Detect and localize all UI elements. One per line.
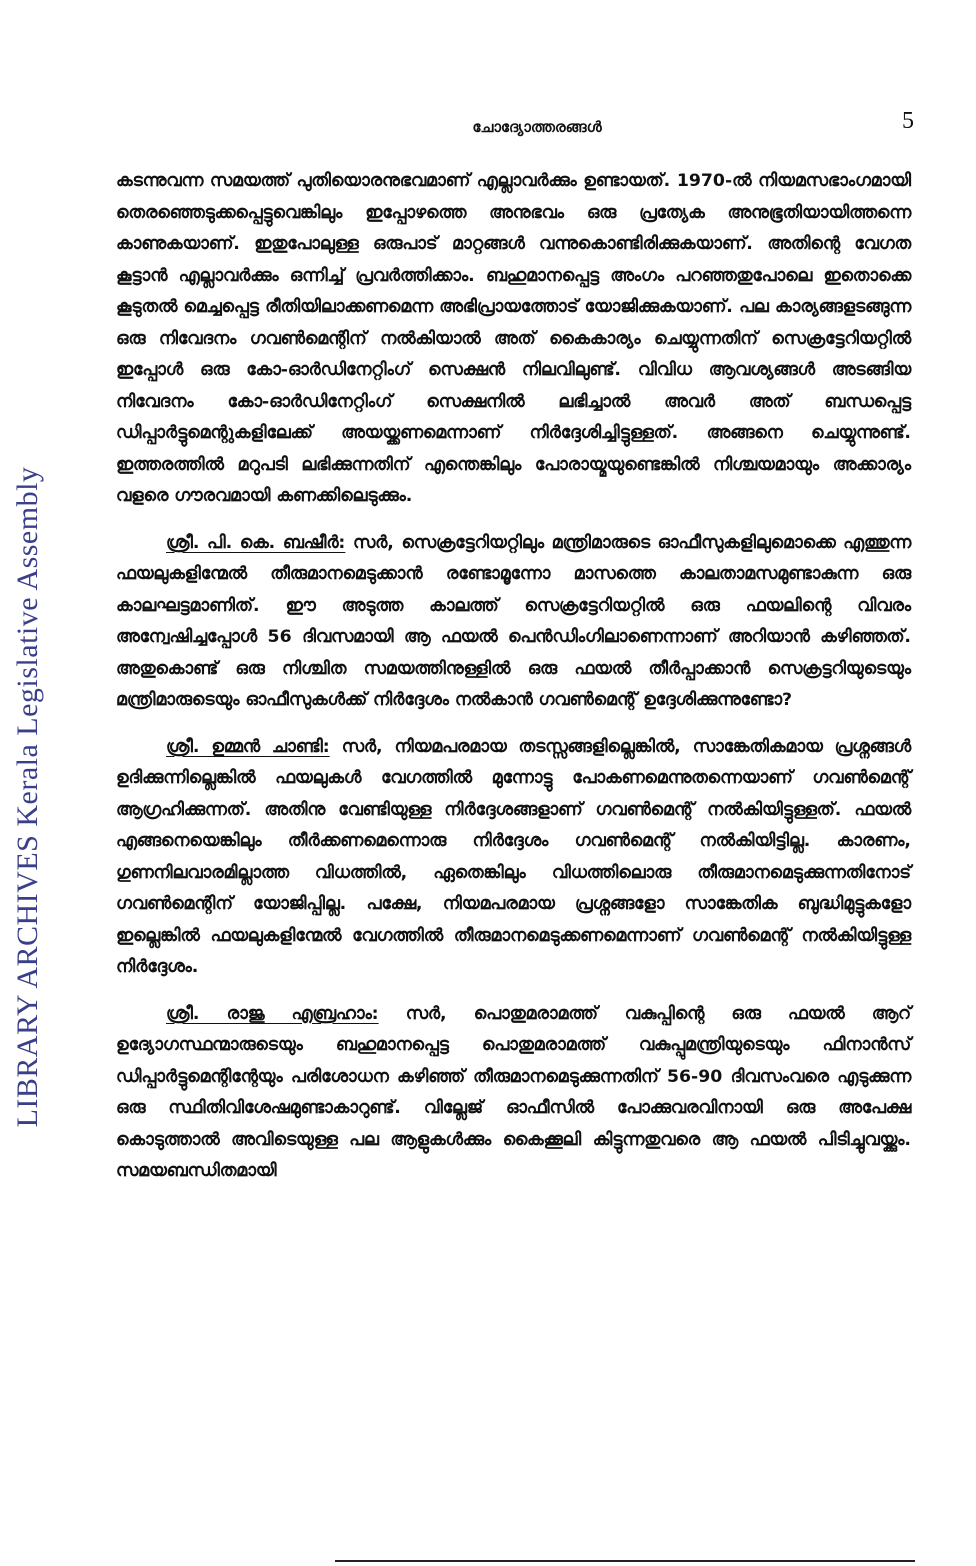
page-header: [160, 108, 914, 144]
speaker-name: ശ്രീ. പി. കെ. ബഷീർ:: [166, 532, 346, 553]
paragraph-text: സർ, സെക്രട്ടേറിയറ്റിലും മന്ത്രിമാരുടെ ഓഫീസുകളിലുമൊക്കെ എത്തുന്ന ഫയലുകളിന്മേൽ തീരുമാനമെടുക്കാൻ രണ്ടോമൂന്നോ മാസത്തെ കാലതാമസമുണ്ടാകുന്ന ഒരു കാലഘട്ടമാണിത്. ഈ അടുത്ത കാലത്ത് സെക്രട്ടേറിയറ്റിൽ ഒരു ഫയലിന്റെ വിവരം അന്വേഷിച്ചപ്പോൾ 56 ദിവസമായി ആ ഫയൽ പെൻഡിംഗിലാണെന്നാണ് അറിയാൻ കഴിഞ്ഞത്. അതുകൊണ്ട് ഒരു നിശ്ചിത സമയത്തിനുള്ളിൽ ഒരു ഫയൽ തീർപ്പാക്കാൻ സെക്രട്ടറിയുടെയും മന്ത്രിമാരുടെയും ഓഫീസുകൾക്ക് നിർദ്ദേശം നൽകാൻ ഗവൺമെന്റ് ഉദ്ദേശിക്കുന്നുണ്ടോ?: [116, 532, 911, 710]
archive-watermark: LIBRARY ARCHIVES Kerala Legislative Assembly: [11, 466, 44, 1128]
running-title: ചോദ്യോത്തരങ്ങൾ: [472, 118, 602, 136]
paragraph-4: [116, 999, 911, 1188]
paragraph-3: [116, 732, 911, 984]
paragraph-2: [116, 528, 911, 717]
page-body: [116, 166, 911, 1203]
speaker-name: ശ്രീ. രാജു എബ്രഹാം:: [166, 1003, 379, 1024]
paragraph-text: സർ, പൊതുമരാമത്ത് വകുപ്പിന്റെ ഒരു ഫയൽ ആറ് ഉദ്യോഗസ്ഥന്മാരുടെയും ബഹുമാനപ്പെട്ട പൊതുമരാമത്ത് വകുപ്പുമന്ത്രിയുടെയും ഫിനാൻസ് ഡിപ്പാർട്ടുമെന്റിന്റേയും പരിശോധന കഴിഞ്ഞ് തീരുമാനമെടുക്കുന്നതിന് 56-90 ദിവസംവരെ എടുക്കുന്ന ഒരു സ്ഥിതിവിശേഷമുണ്ടാകാറുണ്ട്. വില്ലേജ് ഓഫീസിൽ പോക്കുവരവിനായി ഒരു അപേക്ഷ കൊടുത്താൽ അവിടെയുള്ള പല ആളുകൾക്കും കൈക്കൂലി കിട്ടുന്നതുവരെ ആ ഫയൽ പിടിച്ചുവയ്ക്കും. സമയബന്ധിതമായി: [116, 1003, 911, 1181]
paragraph-text: കടന്നുവന്ന സമയത്ത് പുതിയൊരനുഭവമാണ് എല്ലാവർക്കും ഉണ്ടായത്. 1970-ൽ നിയമസഭാംഗമായി തെരഞ്ഞെടുക്കപ്പെട്ടുവെങ്കിലും ഇപ്പോഴത്തെ അനുഭവം ഒരു പ്രത്യേക അനുഭൂതിയായിത്തന്നെ കാണുകയാണ്. ഇതുപോലുള്ള ഒരുപാട് മാറ്റങ്ങൾ വന്നുകൊണ്ടിരിക്കുകയാണ്. അതിന്റെ വേഗത കൂട്ടാൻ എല്ലാവർക്കും ഒന്നിച്ച് പ്രവർത്തിക്കാം. ബഹുമാനപ്പെട്ട അംഗം പറഞ്ഞതുപോലെ ഇതൊക്കെ കൂടുതൽ മെച്ചപ്പെട്ട രീതിയിലാക്കണമെന്ന അഭിപ്രായത്തോട് യോജിക്കുകയാണ്. പല കാര്യങ്ങളടങ്ങുന്ന ഒരു നിവേദനം ഗവൺമെന്റിന് നൽകിയാൽ അത് കൈകാര്യം ചെയ്യുന്നതിന് സെക്രട്ടേറിയറ്റിൽ ഇപ്പോൾ ഒരു കോ-ഓർഡിനേറ്റിംഗ് സെക്ഷൻ നിലവിലുണ്ട്. വിവിധ ആവശ്യങ്ങൾ അടങ്ങിയ നിവേദനം കോ-ഓർഡിനേറ്റിംഗ് സെക്ഷനിൽ ലഭിച്ചാൽ അവർ അത് ബന്ധപ്പെട്ട ഡിപ്പാർട്ടുമെന്റുകളിലേക്ക് അയയ്ക്കണമെന്നാണ് നിർദ്ദേശിച്ചിട്ടുള്ളത്. അങ്ങനെ ചെയ്യുന്നുണ്ട്. ഇത്തരത്തിൽ മറുപടി ലഭിക്കുന്നതിന് എന്തെങ്കിലും പോരായ്മയുണ്ടെങ്കിൽ നിശ്ചയമായും അക്കാര്യം വളരെ ഗൗരവമായി കണക്കിലെടുക്കും.: [116, 171, 911, 506]
paragraph-text: സർ, നിയമപരമായ തടസ്സങ്ങളില്ലെങ്കിൽ, സാങ്കേതികമായ പ്രശ്നങ്ങൾ ഉദിക്കുന്നില്ലെങ്കിൽ ഫയലുകൾ വേഗത്തിൽ മുന്നോട്ടു പോകണമെന്നുതന്നെയാണ് ഗവൺമെന്റ് ആഗ്രഹിക്കുന്നത്. അതിനു വേണ്ടിയുള്ള നിർദ്ദേശങ്ങളാണ് ഗവൺമെന്റ് നൽകിയിട്ടുള്ളത്. ഫയൽ എങ്ങനെയെങ്കിലും തീർക്കണമെന്നൊരു നിർദ്ദേശം ഗവൺമെന്റ് നൽകിയിട്ടില്ല. കാരണം, ഗുണനിലവാരമില്ലാത്ത വിധത്തിൽ, ഏതെങ്കിലും വിധത്തിലൊരു തീരുമാനമെടുക്കുന്നതിനോട് ഗവൺമെന്റിന് യോജിപ്പില്ല. പക്ഷേ, നിയമപരമായ പ്രശ്നങ്ങളോ സാങ്കേതിക ബുദ്ധിമുട്ടുകളോ ഇല്ലെങ്കിൽ ഫയലുകളിന്മേൽ വേഗത്തിൽ തീരുമാനമെടുക്കണമെന്നാണ് ഗവൺമെന്റ് നൽകിയിട്ടുള്ള നിർദ്ദേശം.: [116, 736, 911, 977]
speaker-name: ശ്രീ. ഉമ്മൻ ചാണ്ടി:: [166, 736, 330, 757]
paragraph-1: [116, 166, 911, 513]
page-number: 5: [902, 108, 914, 134]
footer-rule: [335, 1560, 915, 1562]
